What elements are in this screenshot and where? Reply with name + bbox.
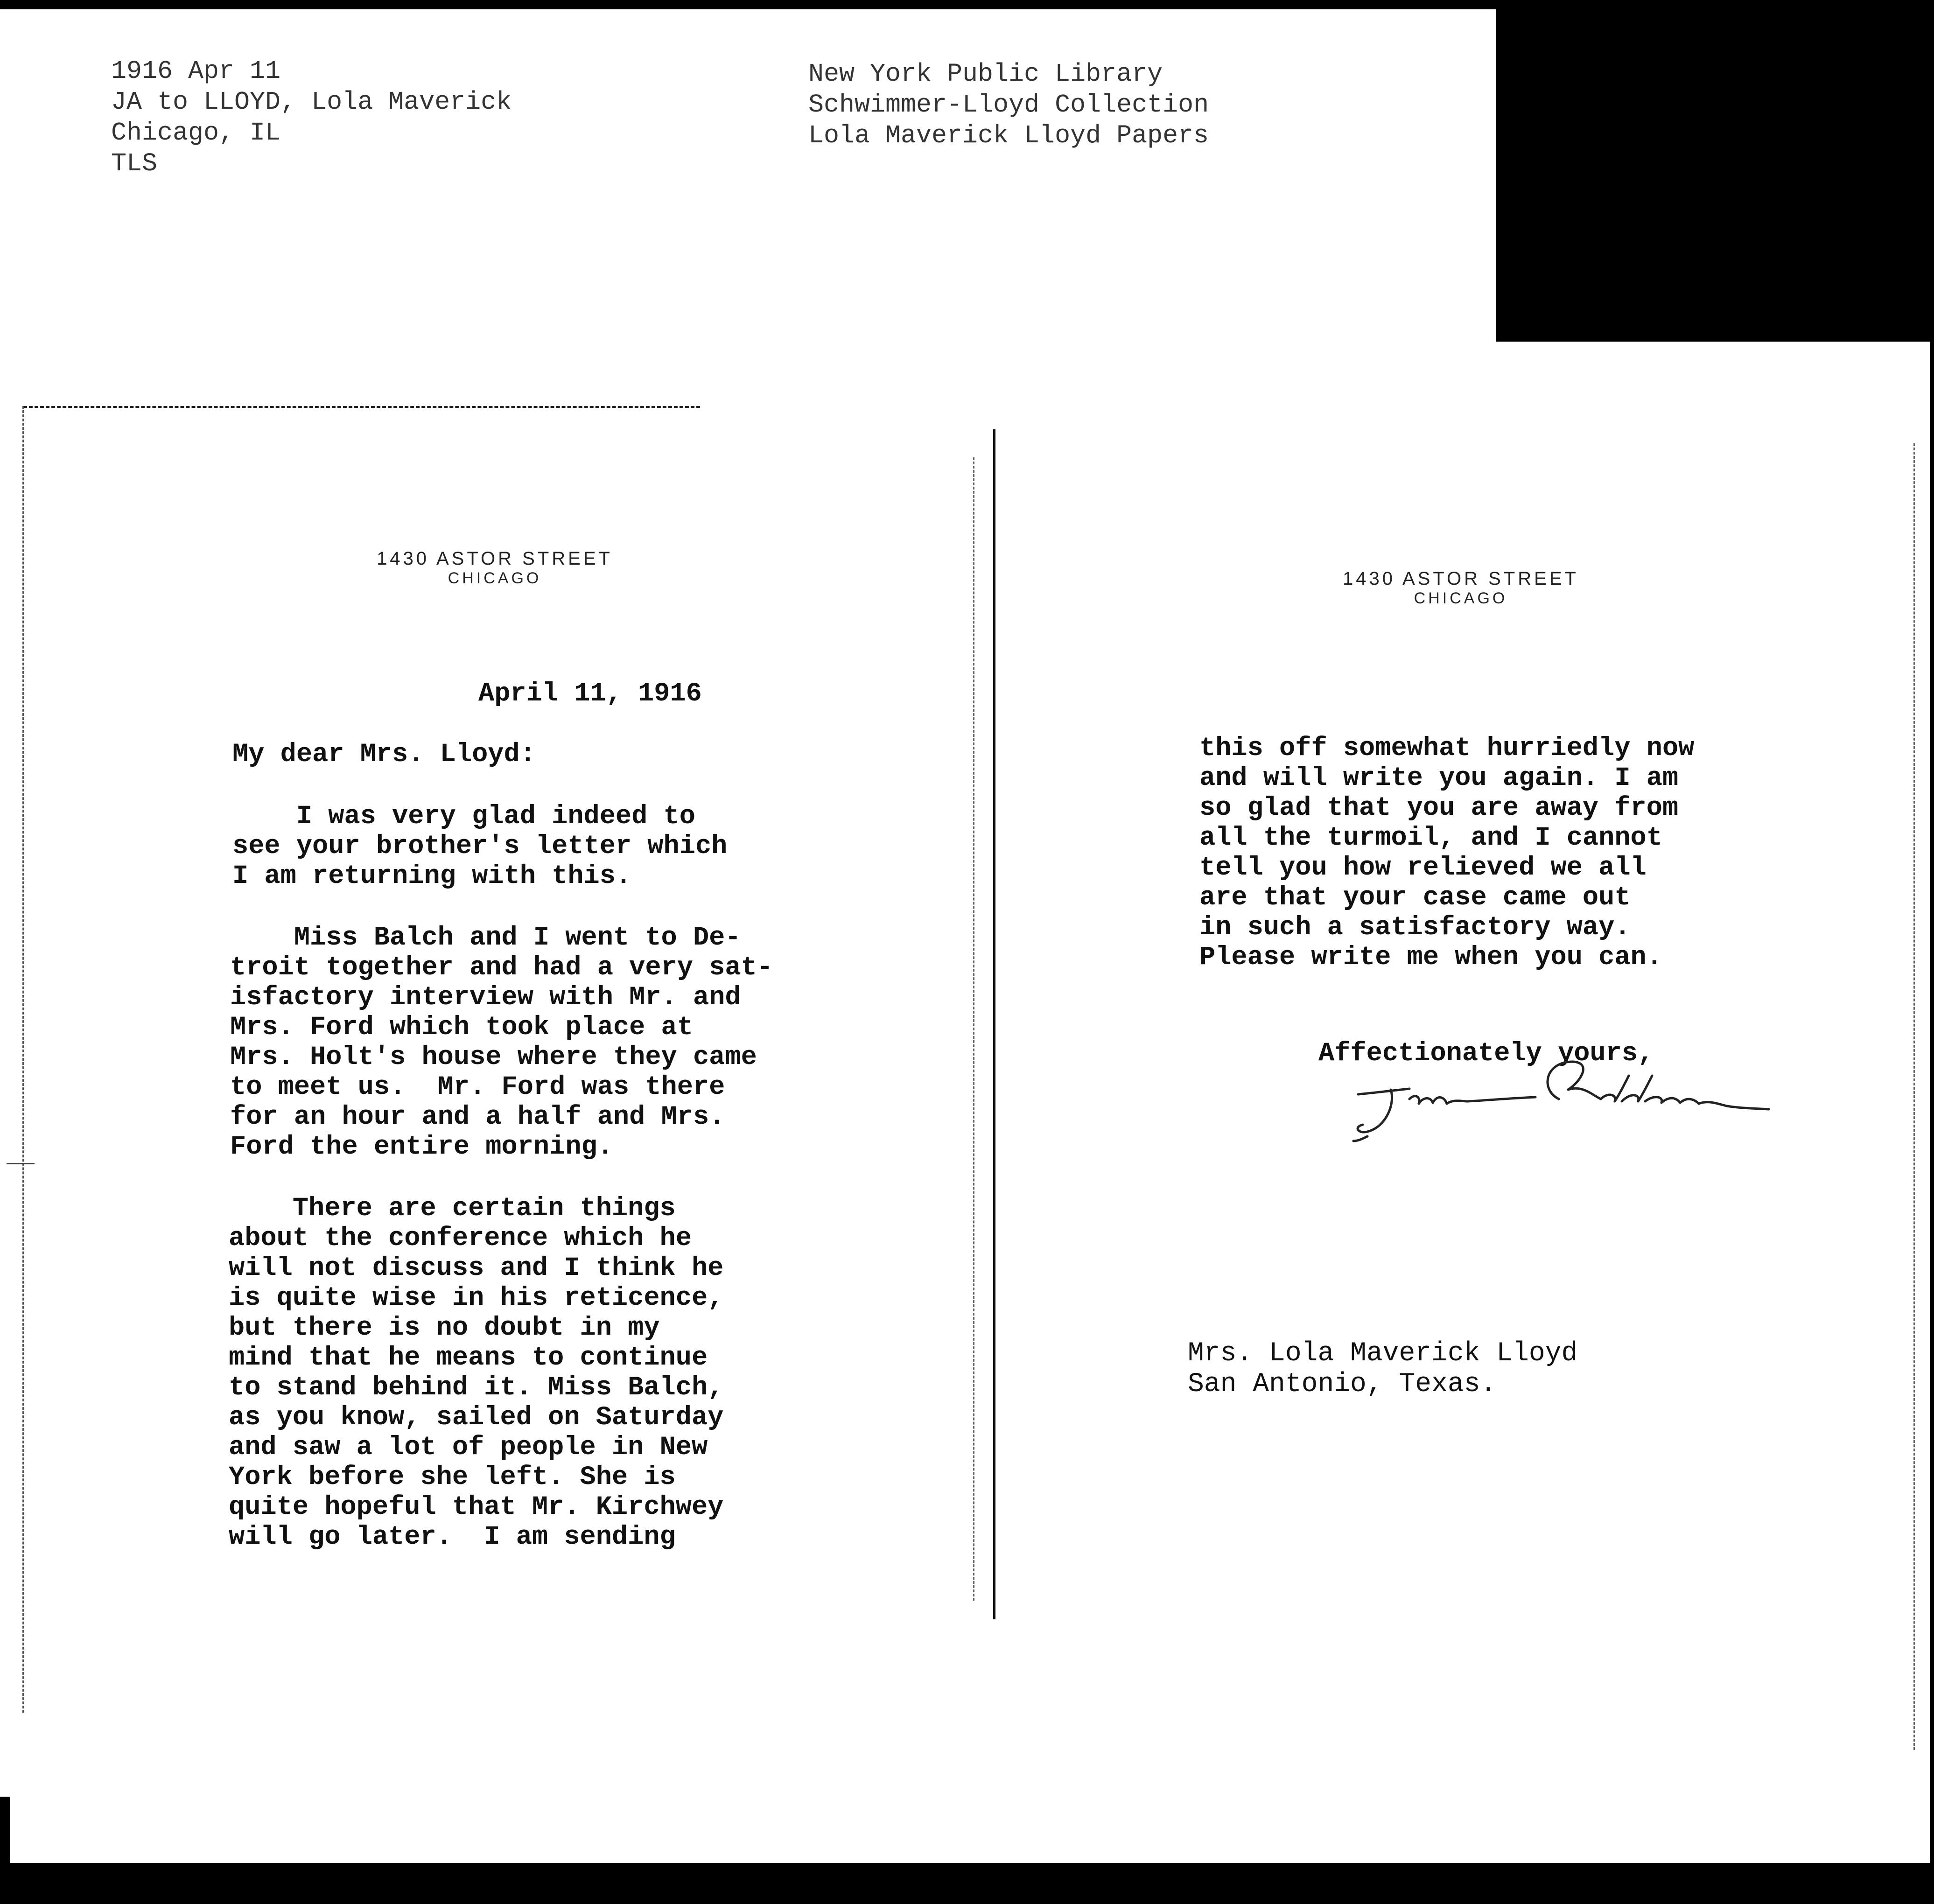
page-top-border (23, 406, 700, 408)
text-line: Miss Balch and I went to De- (230, 923, 741, 953)
page-left-tick (7, 1163, 35, 1164)
text-line: There are certain things (229, 1194, 676, 1224)
text-line: this off somewhat hurriedly now (1199, 734, 1695, 763)
text-line: quite hopeful that Mr. Kirchwey (229, 1492, 724, 1522)
letterhead-page2 (1321, 568, 1601, 608)
recipient-city: San Antonio, Texas. (1188, 1369, 1497, 1400)
text-line: Mrs. Ford which took place at (230, 1013, 693, 1043)
text-line: will not discuss and I think he (229, 1253, 724, 1283)
text-line: will go later. I am sending (229, 1522, 676, 1552)
text-line: mind that he means to continue (229, 1343, 708, 1373)
text-line: isfactory interview with Mr. and (230, 983, 741, 1013)
catalog-repository: New York Public Library (808, 59, 1163, 89)
text-line: see your brother's letter which (232, 832, 728, 861)
letterhead-street: 1430 ASTOR STREET (377, 548, 613, 569)
catalog-type: TLS (111, 149, 158, 178)
catalog-left-block (111, 56, 512, 179)
text-line: Mrs. Holt's house where they came (230, 1043, 757, 1072)
letterhead-street: 1430 ASTOR STREET (1343, 568, 1579, 589)
letterhead-city: CHICAGO (1414, 589, 1508, 607)
signature (1339, 1010, 1787, 1174)
letter-paragraph-2 (230, 923, 773, 1162)
page-left-border (22, 406, 24, 1713)
scan-border-right-top (1496, 0, 1934, 342)
letter-date: April 11, 1916 (478, 679, 702, 709)
letter-closing: Affectionately yours, (1318, 1039, 1654, 1069)
text-line: York before she left. She is (229, 1463, 676, 1492)
text-line: are that your case came out (1199, 883, 1631, 913)
catalog-right-block (808, 59, 1209, 151)
text-line: I am returning with this. (232, 861, 632, 891)
letter-paragraph-3 (229, 1194, 723, 1552)
letter-salutation: My dear Mrs. Lloyd: (232, 740, 536, 770)
letter-page2-body (1199, 734, 1694, 973)
text-line: Please write me when you can. (1199, 943, 1662, 973)
text-line: about the conference which he (229, 1224, 692, 1253)
page-divider (993, 429, 995, 1619)
scan-border-bottom (0, 1863, 1934, 1904)
catalog-papers: Lola Maverick Lloyd Papers (808, 121, 1209, 150)
catalog-date: 1916 Apr 11 (111, 56, 281, 86)
text-line: all the turmoil, and I cannot (1199, 823, 1662, 853)
letterhead-city: CHICAGO (448, 569, 542, 587)
text-line: for an hour and a half and Mrs. (230, 1102, 725, 1132)
text-line: and saw a lot of people in New (229, 1433, 708, 1463)
catalog-collection: Schwimmer-Lloyd Collection (808, 90, 1209, 119)
text-line: but there is no doubt in my (229, 1313, 660, 1343)
page-divider-dashed (973, 457, 974, 1601)
text-line: so glad that you are away from (1199, 793, 1679, 823)
page-right-edge (1913, 443, 1915, 1750)
scan-border-left-bottom (0, 1797, 10, 1867)
text-line: as you know, sailed on Saturday (229, 1403, 724, 1433)
text-line: in such a satisfactory way. (1199, 913, 1631, 943)
scan-border-top (0, 0, 1496, 9)
text-line: tell you how relieved we all (1199, 853, 1647, 883)
catalog-place: Chicago, IL (111, 118, 281, 147)
letterhead-page1 (355, 548, 635, 588)
text-line: and will write you again. I am (1199, 763, 1679, 793)
catalog-correspondents: JA to LLOYD, Lola Maverick (111, 87, 512, 117)
recipient-address (1188, 1338, 1577, 1400)
text-line: to meet us. Mr. Ford was there (230, 1072, 725, 1102)
text-line: to stand behind it. Miss Balch, (229, 1373, 724, 1403)
recipient-name: Mrs. Lola Maverick Lloyd (1188, 1338, 1578, 1369)
text-line: I was very glad indeed to (232, 802, 695, 832)
scan-border-right (1930, 0, 1934, 1904)
letter-paragraph-1 (232, 802, 727, 891)
text-line: troit together and had a very sat- (230, 953, 773, 983)
text-line: is quite wise in his reticence, (229, 1283, 724, 1313)
text-line: Ford the entire morning. (230, 1132, 613, 1162)
